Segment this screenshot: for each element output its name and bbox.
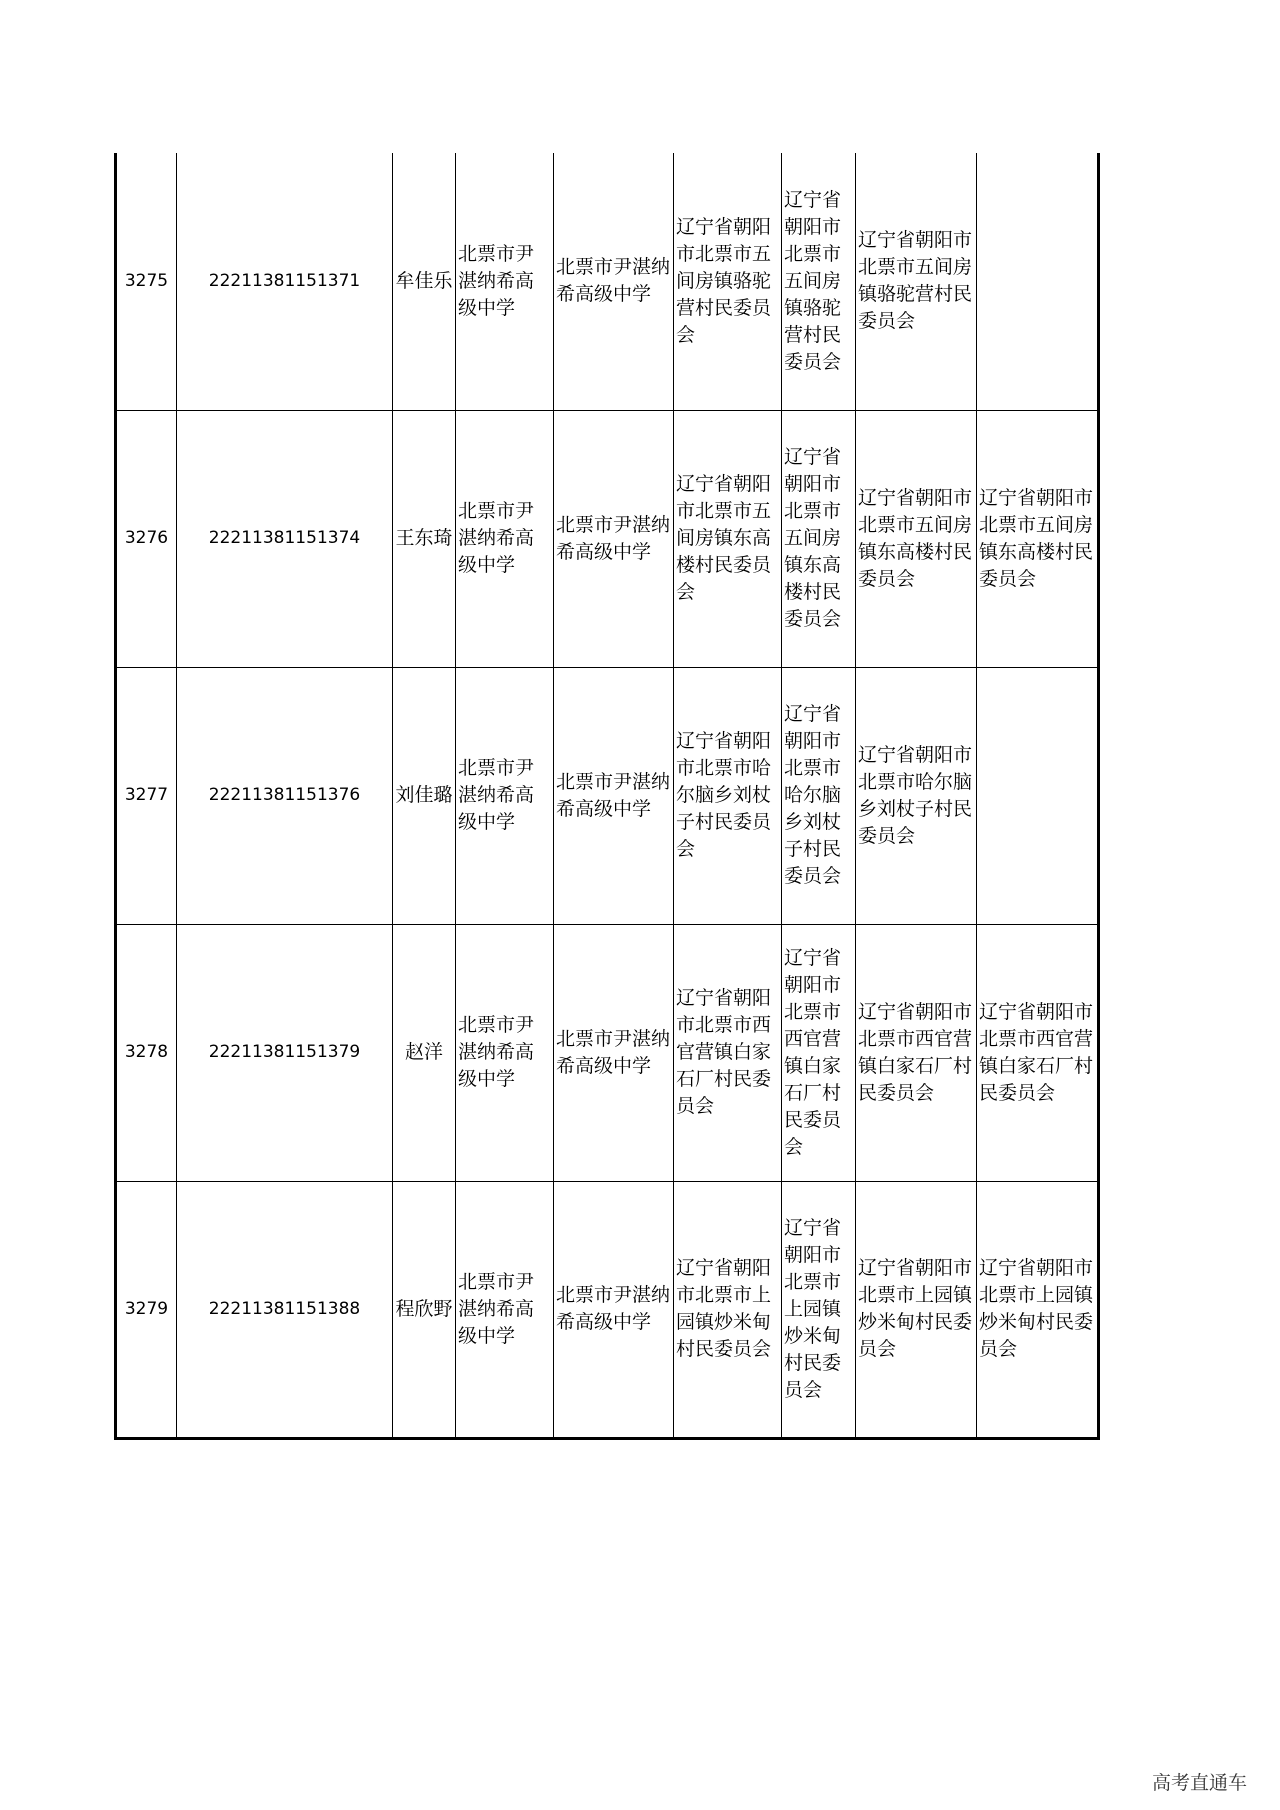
cell-name: 王东琦 bbox=[393, 410, 456, 667]
cell-school-2: 北票市尹湛纳希高级中学 bbox=[554, 924, 674, 1181]
cell-address-1: 辽宁省朝阳市北票市上园镇炒米甸村民委员会 bbox=[674, 1181, 782, 1438]
cell-address-4: 辽宁省朝阳市北票市西官营镇白家石厂村民委员会 bbox=[977, 924, 1099, 1181]
table-row bbox=[116, 410, 1099, 667]
cell-exam-id: 22211381151376 bbox=[177, 667, 393, 924]
cell-address-2: 辽宁省朝阳市北票市上园镇炒米甸村民委员会 bbox=[782, 1181, 856, 1438]
cell-address-3: 辽宁省朝阳市北票市五间房镇骆驼营村民委员会 bbox=[856, 153, 977, 410]
table-row bbox=[116, 153, 1099, 410]
cell-school: 北票市尹湛纳希高级中学 bbox=[456, 924, 554, 1181]
records-table bbox=[114, 153, 1100, 1440]
cell-seq: 3278 bbox=[116, 924, 177, 1181]
cell-school: 北票市尹湛纳希高级中学 bbox=[456, 667, 554, 924]
cell-address-4 bbox=[977, 667, 1099, 924]
cell-school-2: 北票市尹湛纳希高级中学 bbox=[554, 667, 674, 924]
cell-seq: 3279 bbox=[116, 1181, 177, 1438]
cell-exam-id: 22211381151374 bbox=[177, 410, 393, 667]
cell-address-1: 辽宁省朝阳市北票市五间房镇东高楼村民委员会 bbox=[674, 410, 782, 667]
cell-school-2: 北票市尹湛纳希高级中学 bbox=[554, 153, 674, 410]
cell-address-2: 辽宁省朝阳市北票市五间房镇骆驼营村民委员会 bbox=[782, 153, 856, 410]
cell-seq: 3275 bbox=[116, 153, 177, 410]
cell-school-2: 北票市尹湛纳希高级中学 bbox=[554, 1181, 674, 1438]
cell-address-3: 辽宁省朝阳市北票市上园镇炒米甸村民委员会 bbox=[856, 1181, 977, 1438]
cell-address-3: 辽宁省朝阳市北票市五间房镇东高楼村民委员会 bbox=[856, 410, 977, 667]
cell-address-3: 辽宁省朝阳市北票市哈尔脑乡刘杖子村民委员会 bbox=[856, 667, 977, 924]
cell-exam-id: 22211381151388 bbox=[177, 1181, 393, 1438]
cell-address-1: 辽宁省朝阳市北票市五间房镇骆驼营村民委员会 bbox=[674, 153, 782, 410]
cell-address-1: 辽宁省朝阳市北票市哈尔脑乡刘杖子村民委员会 bbox=[674, 667, 782, 924]
table-row bbox=[116, 1181, 1099, 1438]
cell-address-4 bbox=[977, 153, 1099, 410]
watermark-text: 高考直通车 bbox=[1152, 1772, 1248, 1794]
cell-school: 北票市尹湛纳希高级中学 bbox=[456, 153, 554, 410]
cell-seq: 3277 bbox=[116, 667, 177, 924]
cell-school-2: 北票市尹湛纳希高级中学 bbox=[554, 410, 674, 667]
cell-address-1: 辽宁省朝阳市北票市西官营镇白家石厂村民委员会 bbox=[674, 924, 782, 1181]
cell-school: 北票市尹湛纳希高级中学 bbox=[456, 1181, 554, 1438]
cell-exam-id: 22211381151371 bbox=[177, 153, 393, 410]
table-row bbox=[116, 667, 1099, 924]
cell-name: 刘佳璐 bbox=[393, 667, 456, 924]
table-row bbox=[116, 924, 1099, 1181]
cell-exam-id: 22211381151379 bbox=[177, 924, 393, 1181]
cell-name: 程欣野 bbox=[393, 1181, 456, 1438]
cell-address-2: 辽宁省朝阳市北票市哈尔脑乡刘杖子村民委员会 bbox=[782, 667, 856, 924]
cell-address-4: 辽宁省朝阳市北票市五间房镇东高楼村民委员会 bbox=[977, 410, 1099, 667]
cell-address-4: 辽宁省朝阳市北票市上园镇炒米甸村民委员会 bbox=[977, 1181, 1099, 1438]
cell-name: 赵洋 bbox=[393, 924, 456, 1181]
cell-address-3: 辽宁省朝阳市北票市西官营镇白家石厂村民委员会 bbox=[856, 924, 977, 1181]
cell-school: 北票市尹湛纳希高级中学 bbox=[456, 410, 554, 667]
cell-address-2: 辽宁省朝阳市北票市西官营镇白家石厂村民委员会 bbox=[782, 924, 856, 1181]
cell-seq: 3276 bbox=[116, 410, 177, 667]
cell-name: 牟佳乐 bbox=[393, 153, 456, 410]
cell-address-2: 辽宁省朝阳市北票市五间房镇东高楼村民委员会 bbox=[782, 410, 856, 667]
